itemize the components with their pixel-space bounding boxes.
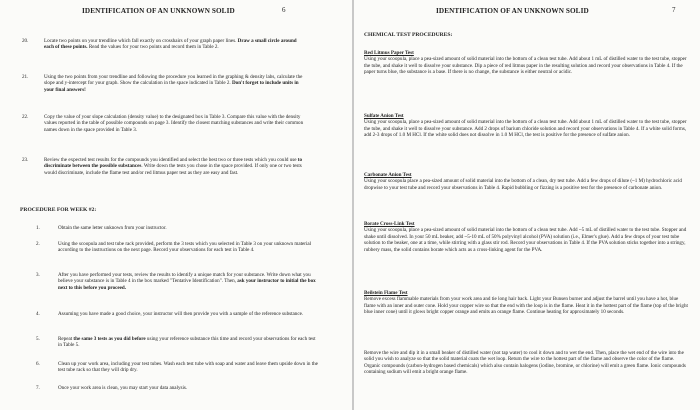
left-page-number: 6 (282, 6, 286, 14)
instruction-number: 20. (22, 38, 29, 44)
step-text: Assuming you have made a good choice, your instructor will then provide you with a sample of the reference substance. (58, 311, 304, 317)
test-borate-cross-link (364, 221, 690, 253)
instruction-text: Locate two points on your trendline which fall exactly on crosshairs of your graph paper lines. Draw a small circle around each of these points. Read the values for your two points and record them in Table 2. (44, 38, 297, 51)
test-red-litmus (364, 50, 690, 76)
step-number: 1. (36, 225, 40, 231)
test-beilstein-continued (364, 350, 690, 376)
test-body: Using your scoopula, place a pea-sized amount of solid material into the bottom of a clean test tube. Add about 1 mL of distilled water to the test tube, stopper the tube, and shake it well to dissolve your substance. Dip a piece of red litmus paper in the resulting solution and record your observations in Table 4. If the paper turns blue, the substance is a base. If there is no change, the substance is either neutral or acidic. (364, 56, 687, 76)
step-number: 3. (36, 272, 40, 278)
test-body: Using your scoopula, place a pea-sized amount of solid material into the bottom of a clean test tube. Add about 1 mL of distilled water to the test tube, stopper the tube, and shake it well to dissolve your substance. Add 2 drops of barium chloride solution and record your observations in Table 4. If a white solid forms, add 2-3 drops of 1.0 M HCl. If the white solid does not dissolve in 1.0 M HCl, the test is positive for the presence of sulfate anion. (364, 119, 687, 139)
test-carbonate-anion (364, 172, 690, 191)
test-title: Red Litmus Paper Test (364, 50, 414, 56)
test-title: Beilstein Flame Test (364, 290, 408, 296)
step-text: Repeat the same 3 tests as you did before using your reference substance this time and record your observations for each test in Table 5. (58, 336, 316, 349)
instruction-text: Copy the value of your slope calculation (density value) to the designated box in Table 3. Compare this value with the density values reported in the table of possible compounds on page 3. Identify the closest matching substances and write their common names down in the space provided in Table 3. (44, 114, 304, 133)
step-text: After you have performed your tests, review the results to identify a unique match for your substance. Write down what you believe your substance is in Table 4 in the box marked "Tentative Identification". Then, ask your instructor to initial the box next to this before you proceed. (58, 272, 316, 291)
instruction-text: Review the expected test results for the compounds you identified and select the best two or three tests which you could use to discriminate between the possible substances. Write down the tests you chose in the space provided. If only one or two tests would discriminate, include the flame test and/or red litmus paper test as they are easy and fast. (44, 157, 303, 176)
right-page-header: IDENTIFICATION OF AN UNKNOWN SOLID (436, 7, 589, 15)
test-title: Carbonate Anion Test (364, 172, 412, 178)
right-page (354, 0, 700, 410)
test-body: Remove excess flammable materials from your work area and tie long hair back. Light your Bunsen burner and adjust the barrel until you have a hot, blue flame with an inner and outer cone. Hold your copper wire so that the end with the loop is in the flame. Heat it in the hottest part of the flame (top of the bright blue inner cone) until it glows bright copper orange and emits an orange flame. Continue heating for approximately 10 seconds. (364, 296, 688, 316)
chemical-test-procedures-heading: CHEMICAL TEST PROCEDURES: (364, 32, 453, 38)
step-number: 4. (36, 311, 40, 317)
test-body: Remove the wire and dip it in a small beaker of distilled water (not tap water) to cool it down and to wet the end. Then, place the wet end of the wire into the solid you wish to analyze so that the solid material coats the wet loop. Return the wire to the hottest part of the flame and observe the color of the flame. Organic compounds (carbon-hydrogen based chemicals) which also contain halogens (iodine, bromine, or chlorine) will emit a green flame. Ionic compounds containing sodium will emit a bright orange flame. (364, 350, 686, 376)
step-number: 6. (36, 361, 40, 367)
instruction-number: 23. (22, 157, 29, 163)
test-body: Using your scoopula, place a pea-sized amount of solid material into the bottom of a clean test tube. Add ~5 mL of distilled water to the test tube. Stopper and shake until dissolved. In your 50 mL beaker, add ~5-10 mL of 50% polyvinyl alcohol (PVA) solution (i.e., Elmer's glue). Add a few drops of your test tube solution to the beaker, one at a time, while stirring with a glass stir rod. Record your observations in Table 4. If the PVA solution sticks together into a stringy, rubbery mass, the solid contains borate which acts as a cross-linking agent for the PVA. (364, 227, 687, 253)
step-number: 5. (36, 336, 40, 342)
step-number: 7. (36, 385, 40, 391)
step-text: Clean up your work area, including your test tubes. Wash each test tube with soap and water and leave them upside down in the test tube rack so that they will drip dry. (58, 361, 318, 374)
step-text: Obtain the same letter unknown from your instructor. (58, 225, 167, 231)
instruction-number: 21. (22, 74, 29, 80)
procedure-heading: PROCEDURE FOR WEEK #2: (20, 207, 97, 213)
test-beilstein-flame (364, 290, 690, 316)
step-text: Once your work area is clean, you may start your data analysis. (58, 385, 188, 391)
step-number: 2. (36, 241, 40, 247)
test-body: Using your scoopula place a pea-sized amount of solid material into the bottom of a clean, dry test tube. Add a few drops of dilute (~1 M) hydrochloric acid dropwise to your test tube and record your observations in Table 4. Rapid bubbling or fizzing is a positive test for the presence of carbonate anion. (364, 178, 682, 191)
instruction-number: 22. (22, 114, 29, 120)
right-page-number: 7 (672, 6, 676, 14)
test-title: Sulfate Anion Test (364, 113, 404, 119)
test-title: Borate Cross-Link Test (364, 221, 415, 227)
left-page-header: IDENTIFICATION OF AN UNKNOWN SOLID (82, 7, 235, 15)
instruction-text: Using the two points from your trendline and following the procedure you learned in the graphing & density labs, calculate the slope and y-intercept for your graph. Show the calculation in the space indicated in Table 2. Don't forget to include units in your final answers! (44, 74, 303, 93)
step-text: Using the scoopula and test tube rack provided, perform the 3 tests which you selected in Table 3 on your unknown material according to the instructions on the next page. Record your observations for each test in Table 4. (58, 241, 312, 254)
test-sulfate-anion (364, 113, 690, 139)
